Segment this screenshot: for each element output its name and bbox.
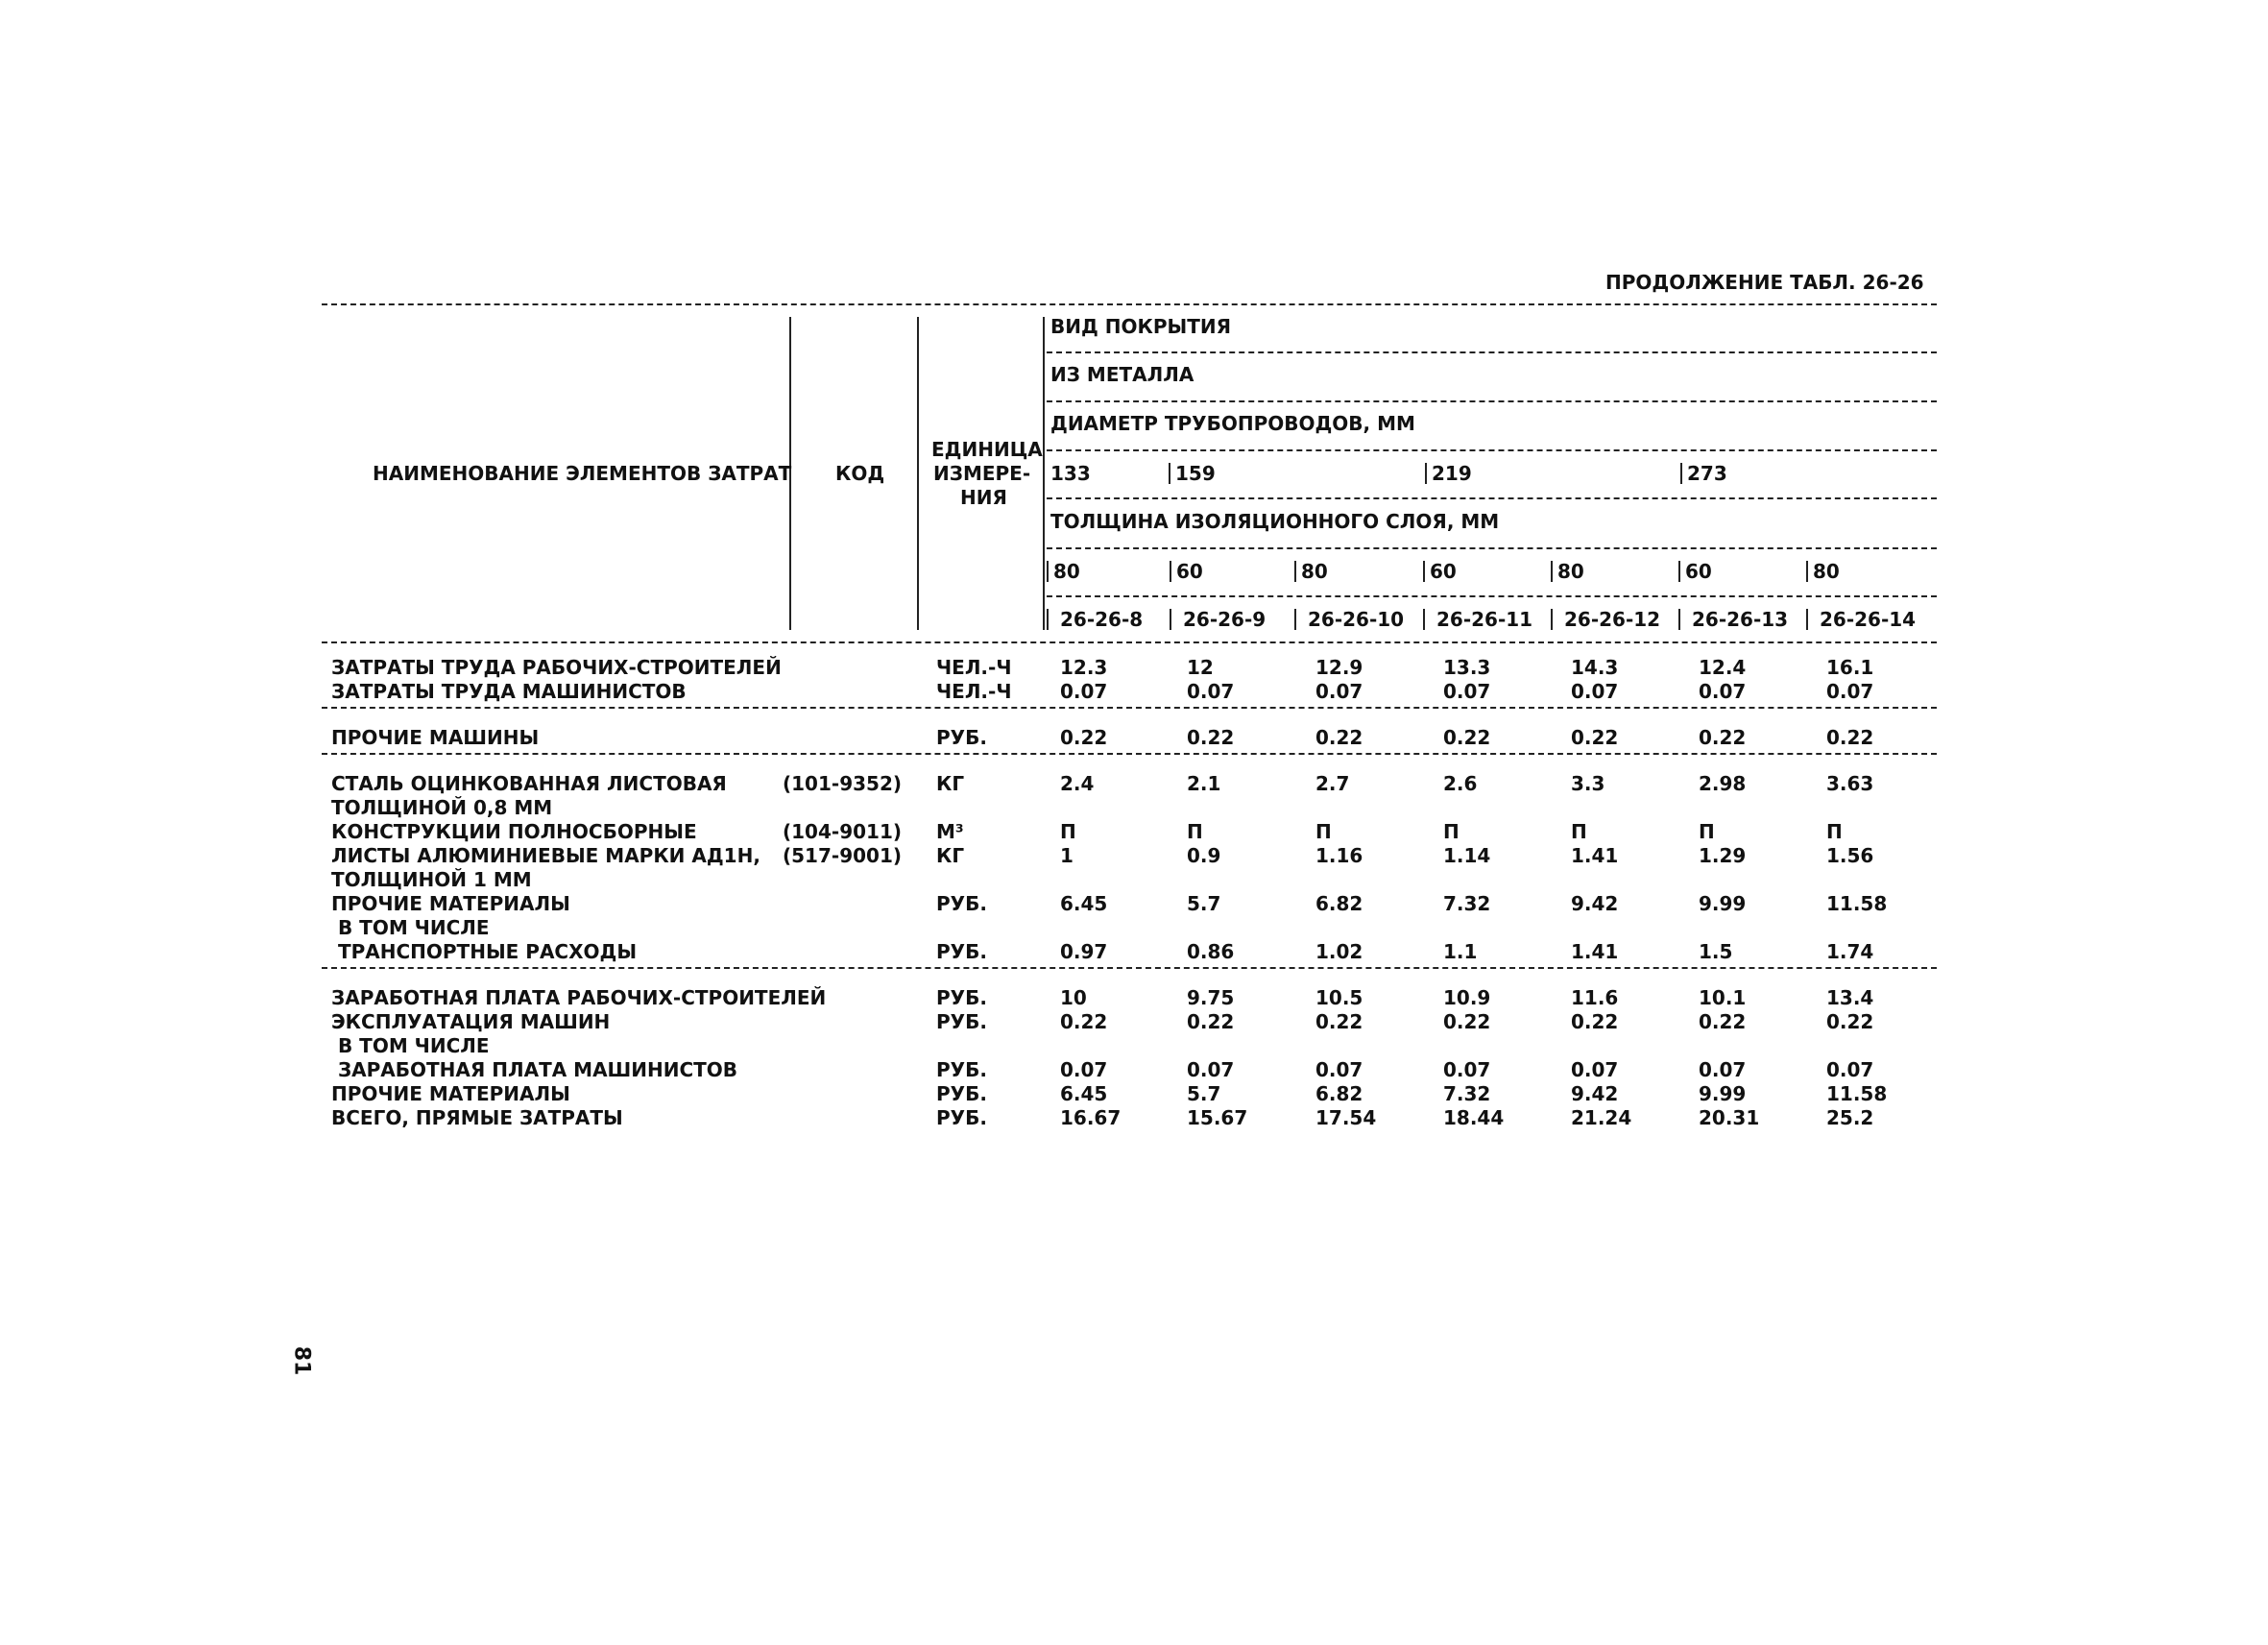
row-value: 11.6 [1571, 986, 1619, 1009]
thickness-value: 80 [1053, 560, 1080, 583]
row-value: 1.14 [1443, 844, 1491, 867]
thickness-divider [1423, 561, 1425, 582]
row-value: 0.22 [1315, 1010, 1363, 1033]
row-value: 0.22 [1826, 726, 1874, 749]
row-value: 0.07 [1060, 680, 1108, 703]
row-value: 2.1 [1187, 772, 1221, 795]
header-unit-line-1: ЕДИНИЦА [931, 438, 1043, 461]
row-value: 10.5 [1315, 986, 1363, 1009]
code-divider [1806, 609, 1808, 630]
row-value: 0.22 [1571, 1010, 1619, 1033]
row-value: 2.7 [1315, 772, 1350, 795]
row-unit: М³ [936, 820, 964, 843]
group-separator [322, 753, 1937, 755]
row-value: 0.22 [1699, 1010, 1747, 1033]
row-value: 15.67 [1187, 1106, 1248, 1129]
row-name: КОНСТРУКЦИИ ПОЛНОСБОРНЫЕ [331, 820, 697, 843]
row-value: 17.54 [1315, 1106, 1377, 1129]
row-name: ЗАРАБОТНАЯ ПЛАТА РАБОЧИХ-СТРОИТЕЛЕЙ [331, 986, 827, 1009]
row-value: 10.9 [1443, 986, 1491, 1009]
row-name: ЛИСТЫ АЛЮМИНИЕВЫЕ МАРКИ АД1Н, [331, 844, 760, 867]
thickness-value: 80 [1557, 560, 1584, 583]
row-value: 10.1 [1699, 986, 1747, 1009]
row-code: (104-9011) [783, 820, 902, 843]
row-name: ПРОЧИЕ МАШИНЫ [331, 726, 540, 749]
header-divider-2 [917, 317, 919, 630]
row-value: 12.3 [1060, 656, 1108, 679]
thickness-value: 80 [1301, 560, 1328, 583]
row-value: 9.99 [1699, 892, 1747, 915]
diameter-133: 133 [1050, 462, 1091, 485]
row-value: 0.22 [1187, 726, 1235, 749]
header-sep-3 [1047, 449, 1937, 451]
row-value: 0.07 [1826, 680, 1874, 703]
row-value: 10 [1060, 986, 1087, 1009]
row-value: 21.24 [1571, 1106, 1632, 1129]
header-unit-line-3: НИЯ [960, 486, 1007, 509]
row-value: 0.22 [1060, 1010, 1108, 1033]
group-separator [322, 967, 1937, 969]
diameter-219: 219 [1432, 462, 1472, 485]
row-name: ТРАНСПОРТНЫЕ РАСХОДЫ [331, 940, 638, 963]
row-value: 1.1 [1443, 940, 1478, 963]
row-value: 7.32 [1443, 892, 1491, 915]
row-name: СТАЛЬ ОЦИНКОВАННАЯ ЛИСТОВАЯ [331, 772, 727, 795]
row-value: П [1443, 820, 1460, 843]
row-value: 1.74 [1826, 940, 1874, 963]
row-value: П [1315, 820, 1332, 843]
header-sep-1 [1047, 351, 1937, 353]
row-value: 12.4 [1699, 656, 1747, 679]
row-value: П [1187, 820, 1203, 843]
row-unit: РУБ. [936, 1058, 987, 1081]
header-diameter-title: ДИАМЕТР ТРУБОПРОВОДОВ, ММ [1050, 412, 1415, 435]
row-name: В ТОМ ЧИСЛЕ [331, 1034, 490, 1057]
row-value: 1.02 [1315, 940, 1363, 963]
header-sep-5 [1047, 547, 1937, 549]
row-value: 18.44 [1443, 1106, 1505, 1129]
row-name: В ТОМ ЧИСЛЕ [331, 916, 490, 939]
norm-code: 26-26-11 [1436, 608, 1533, 631]
row-value: 0.07 [1315, 1058, 1363, 1081]
row-value: 0.07 [1187, 1058, 1235, 1081]
row-unit: ЧЕЛ.-Ч [936, 680, 1012, 703]
thickness-divider [1170, 561, 1171, 582]
row-value: П [1826, 820, 1843, 843]
row-value: 0.07 [1699, 1058, 1747, 1081]
row-value: 9.99 [1699, 1082, 1747, 1105]
header-unit-line-2: ИЗМЕРЕ- [933, 462, 1031, 485]
header-code-column: КОД [835, 462, 885, 485]
norm-code: 26-26-13 [1692, 608, 1789, 631]
row-value: 0.9 [1187, 844, 1221, 867]
code-divider [1294, 609, 1296, 630]
row-value: 3.63 [1826, 772, 1874, 795]
row-value: 0.22 [1443, 1010, 1491, 1033]
row-value: 1.29 [1699, 844, 1747, 867]
row-value: 12.9 [1315, 656, 1363, 679]
row-unit: РУБ. [936, 726, 987, 749]
row-value: 12 [1187, 656, 1214, 679]
page-number: 81 [289, 1345, 314, 1376]
row-value: 0.07 [1315, 680, 1363, 703]
row-value: 0.07 [1826, 1058, 1874, 1081]
header-sep-6 [1047, 595, 1937, 597]
norm-code: 26-26-10 [1308, 608, 1405, 631]
thickness-value: 60 [1176, 560, 1203, 583]
row-value: 0.22 [1443, 726, 1491, 749]
row-unit: РУБ. [936, 986, 987, 1009]
row-value: 2.4 [1060, 772, 1095, 795]
row-unit: РУБ. [936, 1106, 987, 1129]
row-value: 0.22 [1315, 726, 1363, 749]
row-value: 1.41 [1571, 844, 1619, 867]
row-value: 11.58 [1826, 892, 1888, 915]
row-name: ЗАТРАТЫ ТРУДА МАШИНИСТОВ [331, 680, 687, 703]
thickness-value: 60 [1430, 560, 1457, 583]
header-material: ИЗ МЕТАЛЛА [1050, 363, 1194, 386]
row-value: 0.22 [1187, 1010, 1235, 1033]
row-value: 1.56 [1826, 844, 1874, 867]
row-value: П [1060, 820, 1076, 843]
row-value: 2.6 [1443, 772, 1478, 795]
code-divider [1551, 609, 1553, 630]
row-value: 7.32 [1443, 1082, 1491, 1105]
row-value: 0.07 [1187, 680, 1235, 703]
continuation-title: ПРОДОЛЖЕНИЕ ТАБЛ. 26-26 [1605, 271, 1924, 294]
thickness-value: 80 [1813, 560, 1840, 583]
thickness-divider [1294, 561, 1296, 582]
row-name: ПРОЧИЕ МАТЕРИАЛЫ [331, 1082, 570, 1105]
row-value: 6.45 [1060, 1082, 1108, 1105]
norm-code: 26-26-8 [1060, 608, 1144, 631]
row-unit: КГ [936, 772, 965, 795]
row-name: ТОЛЩИНОЙ 0,8 ММ [331, 796, 553, 819]
header-name-column: НАИМЕНОВАНИЕ ЭЛЕМЕНТОВ ЗАТРАТ [373, 462, 792, 485]
diameter-divider-159 [1169, 463, 1170, 484]
row-value: 11.58 [1826, 1082, 1888, 1105]
row-value: 0.07 [1060, 1058, 1108, 1081]
row-value: 13.3 [1443, 656, 1491, 679]
row-value: 9.42 [1571, 892, 1619, 915]
row-value: П [1699, 820, 1715, 843]
row-value: 0.22 [1571, 726, 1619, 749]
row-value: 16.67 [1060, 1106, 1122, 1129]
row-value: 5.7 [1187, 892, 1221, 915]
row-value: 0.07 [1571, 1058, 1619, 1081]
row-value: 0.07 [1571, 680, 1619, 703]
thickness-value: 60 [1685, 560, 1712, 583]
row-value: 0.22 [1060, 726, 1108, 749]
row-value: 25.2 [1826, 1106, 1874, 1129]
row-unit: РУБ. [936, 892, 987, 915]
row-value: 1.5 [1699, 940, 1733, 963]
row-value: 6.45 [1060, 892, 1108, 915]
row-value: 20.31 [1699, 1106, 1760, 1129]
row-name: ЗАРАБОТНАЯ ПЛАТА МАШИНИСТОВ [331, 1058, 738, 1081]
row-value: 0.97 [1060, 940, 1108, 963]
row-unit: РУБ. [936, 940, 987, 963]
group-separator [322, 707, 1937, 709]
row-value: 3.3 [1571, 772, 1605, 795]
row-value: 1.41 [1571, 940, 1619, 963]
diameter-divider-273 [1680, 463, 1682, 484]
header-sep-2 [1047, 400, 1937, 402]
row-value: 0.22 [1699, 726, 1747, 749]
thickness-divider [1551, 561, 1553, 582]
row-value: 6.82 [1315, 1082, 1363, 1105]
row-name: ВСЕГО, ПРЯМЫЕ ЗАТРАТЫ [331, 1106, 623, 1129]
header-coating-type: ВИД ПОКРЫТИЯ [1050, 315, 1232, 338]
norm-code: 26-26-12 [1564, 608, 1661, 631]
thickness-divider [1047, 561, 1049, 582]
row-value: 0.22 [1826, 1010, 1874, 1033]
row-code: (517-9001) [783, 844, 902, 867]
row-value: 0.07 [1443, 1058, 1491, 1081]
code-divider [1678, 609, 1680, 630]
row-name: ЗАТРАТЫ ТРУДА РАБОЧИХ-СТРОИТЕЛЕЙ [331, 656, 782, 679]
row-unit: РУБ. [936, 1010, 987, 1033]
row-value: 0.86 [1187, 940, 1235, 963]
row-value: 1 [1060, 844, 1074, 867]
code-divider [1170, 609, 1171, 630]
row-unit: ЧЕЛ.-Ч [936, 656, 1012, 679]
row-value: 14.3 [1571, 656, 1619, 679]
row-value: 1.16 [1315, 844, 1363, 867]
row-value: 16.1 [1826, 656, 1874, 679]
row-name: ТОЛЩИНОЙ 1 ММ [331, 868, 532, 891]
header-sep-4 [1047, 497, 1937, 499]
row-value: 13.4 [1826, 986, 1874, 1009]
table-top-border [322, 303, 1937, 305]
diameter-273: 273 [1687, 462, 1727, 485]
row-value: П [1571, 820, 1587, 843]
row-value: 9.42 [1571, 1082, 1619, 1105]
row-value: 6.82 [1315, 892, 1363, 915]
row-value: 2.98 [1699, 772, 1747, 795]
diameter-159: 159 [1175, 462, 1216, 485]
row-unit: РУБ. [936, 1082, 987, 1105]
thickness-divider [1806, 561, 1808, 582]
header-bottom-border [322, 641, 1937, 643]
header-divider-3 [1043, 317, 1045, 630]
row-value: 0.07 [1699, 680, 1747, 703]
norm-code: 26-26-14 [1820, 608, 1917, 631]
row-value: 9.75 [1187, 986, 1235, 1009]
row-name: ПРОЧИЕ МАТЕРИАЛЫ [331, 892, 570, 915]
code-divider [1423, 609, 1425, 630]
row-value: 5.7 [1187, 1082, 1221, 1105]
row-value: 0.07 [1443, 680, 1491, 703]
header-thickness-title: ТОЛЩИНА ИЗОЛЯЦИОННОГО СЛОЯ, ММ [1050, 510, 1500, 533]
row-unit: КГ [936, 844, 965, 867]
norm-code: 26-26-9 [1183, 608, 1267, 631]
diameter-divider-219 [1425, 463, 1427, 484]
row-name: ЭКСПЛУАТАЦИЯ МАШИН [331, 1010, 611, 1033]
row-code: (101-9352) [783, 772, 902, 795]
thickness-divider [1678, 561, 1680, 582]
code-divider [1047, 609, 1049, 630]
